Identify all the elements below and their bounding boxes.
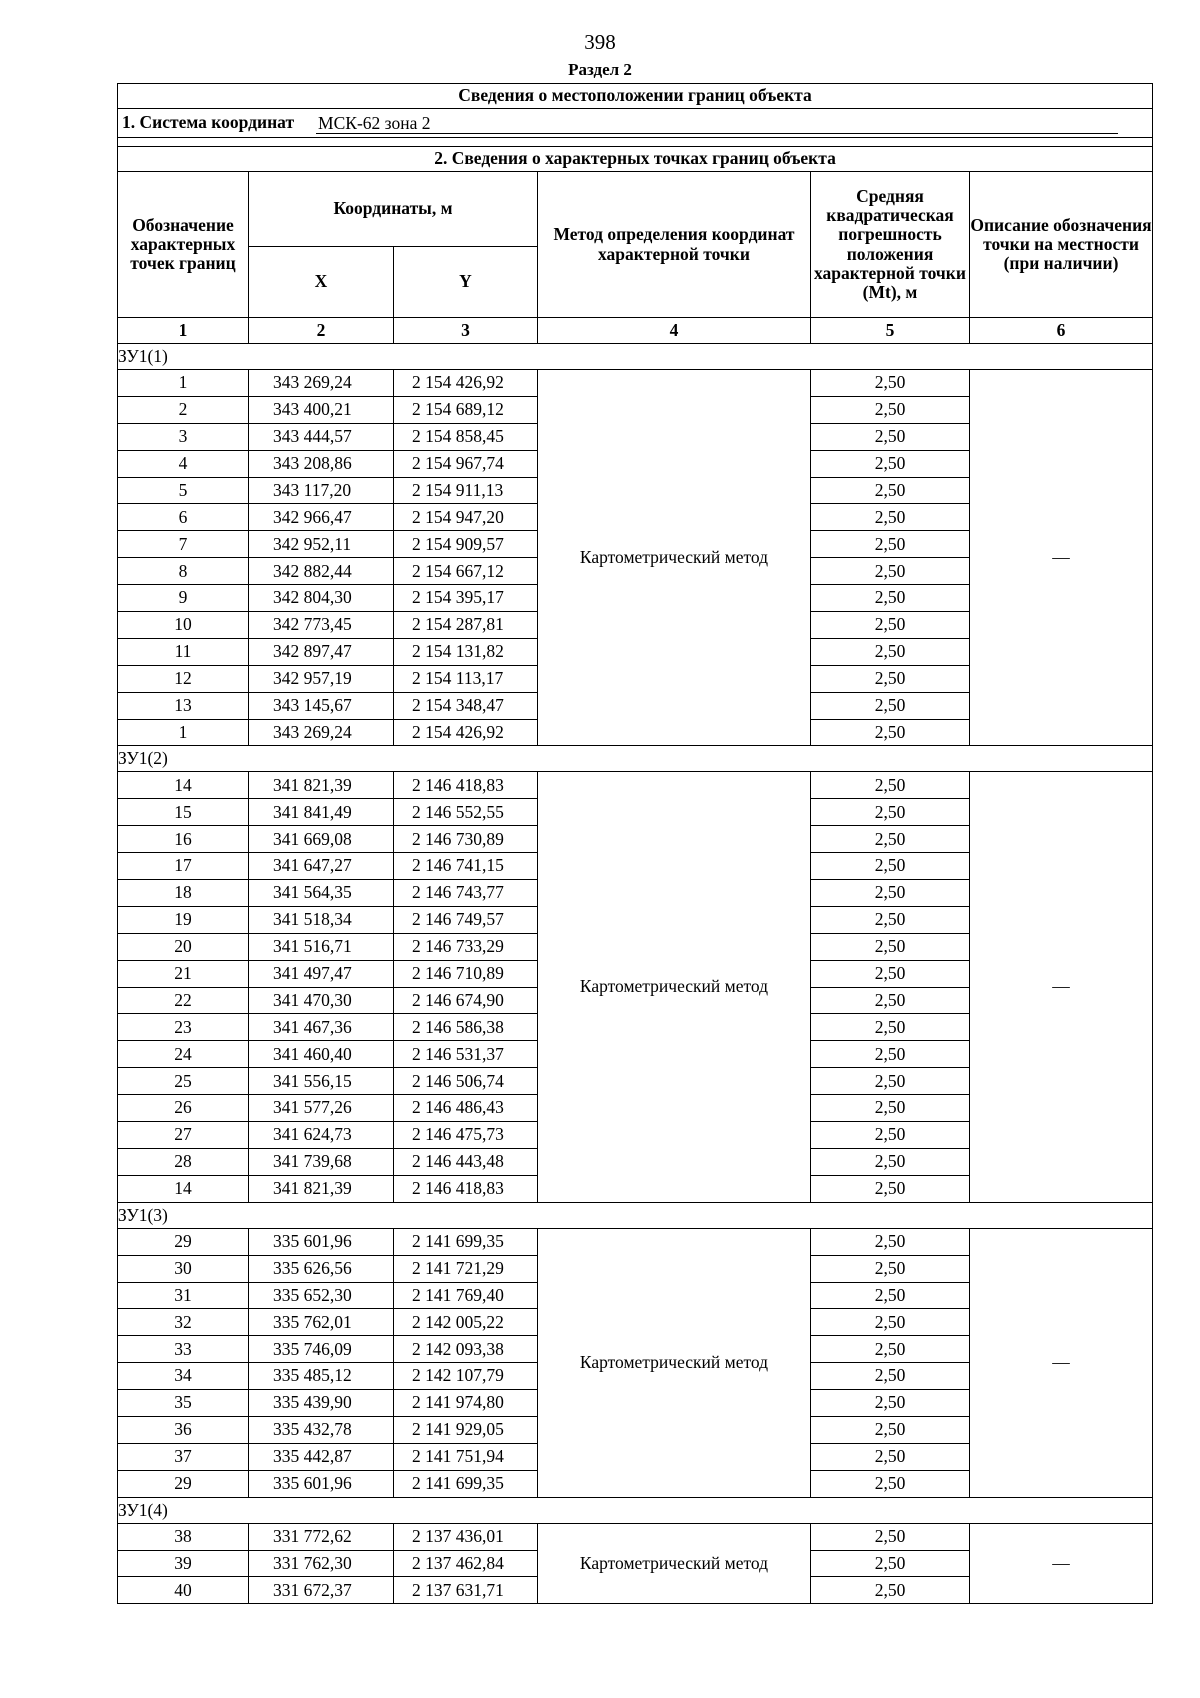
x-coordinate-cell: 335 762,01: [249, 1309, 394, 1336]
y-coordinate-cell: 2 146 418,83: [394, 1175, 538, 1202]
x-coordinate-cell: 341 467,36: [249, 1014, 394, 1041]
x-coordinate-cell: 335 652,30: [249, 1282, 394, 1309]
point-number-cell: 32: [118, 1309, 249, 1336]
point-number-cell: 24: [118, 1041, 249, 1068]
error-cell: 2,50: [811, 1175, 970, 1202]
section-title: Раздел 2: [568, 60, 632, 79]
error-cell: 2,50: [811, 638, 970, 665]
y-coordinate-cell: 2 154 131,82: [394, 638, 538, 665]
point-number-cell: 21: [118, 960, 249, 987]
x-coordinate-cell: 343 117,20: [249, 477, 394, 504]
group-name: ЗУ1(1): [118, 344, 1153, 370]
point-number-cell: 39: [118, 1550, 249, 1577]
error-cell: 2,50: [811, 906, 970, 933]
point-number-cell: 9: [118, 585, 249, 612]
y-coordinate-cell: 2 154 395,17: [394, 585, 538, 612]
error-cell: 2,50: [811, 1255, 970, 1282]
point-number-cell: 38: [118, 1523, 249, 1550]
point-number-cell: 14: [118, 1175, 249, 1202]
error-cell: 2,50: [811, 1363, 970, 1390]
y-coordinate-cell: 2 146 749,57: [394, 906, 538, 933]
header-y: Y: [394, 247, 538, 318]
error-cell: 2,50: [811, 719, 970, 746]
x-coordinate-cell: 341 577,26: [249, 1095, 394, 1122]
y-coordinate-cell: 2 146 418,83: [394, 772, 538, 799]
x-coordinate-cell: 335 601,96: [249, 1470, 394, 1497]
x-coordinate-cell: 341 647,27: [249, 853, 394, 880]
x-coordinate-cell: 342 897,47: [249, 638, 394, 665]
error-cell: 2,50: [811, 1228, 970, 1255]
x-coordinate-cell: 341 821,39: [249, 772, 394, 799]
x-coordinate-cell: 335 442,87: [249, 1443, 394, 1470]
error-cell: 2,50: [811, 1523, 970, 1550]
point-number-cell: 23: [118, 1014, 249, 1041]
points-caption: 2. Сведения о характерных точках границ объекта: [118, 147, 1153, 172]
point-number-cell: 29: [118, 1228, 249, 1255]
y-coordinate-cell: 2 146 733,29: [394, 933, 538, 960]
x-coordinate-cell: 335 439,90: [249, 1390, 394, 1417]
group-name: ЗУ1(2): [118, 746, 1153, 772]
point-number-cell: 36: [118, 1416, 249, 1443]
y-coordinate-cell: 2 146 486,43: [394, 1095, 538, 1122]
method-cell: Картометрический метод: [538, 772, 811, 1202]
error-cell: 2,50: [811, 1416, 970, 1443]
error-cell: 2,50: [811, 450, 970, 477]
error-cell: 2,50: [811, 665, 970, 692]
error-cell: 2,50: [811, 423, 970, 450]
y-coordinate-cell: 2 146 586,38: [394, 1014, 538, 1041]
y-coordinate-cell: 2 146 552,55: [394, 799, 538, 826]
y-coordinate-cell: 2 142 005,22: [394, 1309, 538, 1336]
error-cell: 2,50: [811, 1443, 970, 1470]
x-coordinate-cell: 342 882,44: [249, 558, 394, 585]
coord-system-line: [118, 113, 1152, 134]
error-cell: 2,50: [811, 1470, 970, 1497]
point-number-cell: 27: [118, 1122, 249, 1149]
y-coordinate-cell: 2 154 426,92: [394, 370, 538, 397]
error-cell: 2,50: [811, 933, 970, 960]
table-caption: Сведения о местоположении границ объекта: [118, 84, 1153, 109]
point-number-cell: 8: [118, 558, 249, 585]
point-number-cell: 7: [118, 531, 249, 558]
error-cell: 2,50: [811, 880, 970, 907]
header-x: X: [249, 247, 394, 318]
point-number-cell: 6: [118, 504, 249, 531]
y-coordinate-cell: 2 154 858,45: [394, 423, 538, 450]
x-coordinate-cell: 343 400,21: [249, 396, 394, 423]
coord-system-row: [118, 109, 1153, 138]
point-number-cell: 34: [118, 1363, 249, 1390]
error-cell: 2,50: [811, 1577, 970, 1604]
table-caption-row: [118, 84, 1153, 109]
x-coordinate-cell: 335 485,12: [249, 1363, 394, 1390]
error-cell: 2,50: [811, 558, 970, 585]
y-coordinate-cell: 2 154 667,12: [394, 558, 538, 585]
error-cell: 2,50: [811, 772, 970, 799]
y-coordinate-cell: 2 154 689,12: [394, 396, 538, 423]
error-cell: 2,50: [811, 1148, 970, 1175]
x-coordinate-cell: 342 773,45: [249, 612, 394, 639]
y-coordinate-cell: 2 154 113,17: [394, 665, 538, 692]
y-coordinate-cell: 2 141 974,80: [394, 1390, 538, 1417]
point-number-cell: 14: [118, 772, 249, 799]
x-coordinate-cell: 335 626,56: [249, 1255, 394, 1282]
y-coordinate-cell: 2 137 631,71: [394, 1577, 538, 1604]
error-cell: 2,50: [811, 1068, 970, 1095]
y-coordinate-cell: 2 146 743,77: [394, 880, 538, 907]
point-number-cell: 30: [118, 1255, 249, 1282]
point-number-cell: 16: [118, 826, 249, 853]
x-coordinate-cell: 341 460,40: [249, 1041, 394, 1068]
y-coordinate-cell: 2 142 093,38: [394, 1336, 538, 1363]
x-coordinate-cell: 331 772,62: [249, 1523, 394, 1550]
error-cell: 2,50: [811, 799, 970, 826]
table-row: [118, 1523, 1153, 1550]
y-coordinate-cell: 2 141 769,40: [394, 1282, 538, 1309]
error-cell: 2,50: [811, 853, 970, 880]
point-number-cell: 29: [118, 1470, 249, 1497]
y-coordinate-cell: 2 142 107,79: [394, 1363, 538, 1390]
x-coordinate-cell: 343 145,67: [249, 692, 394, 719]
point-number-cell: 10: [118, 612, 249, 639]
x-coordinate-cell: 342 957,19: [249, 665, 394, 692]
header-coordinates: Координаты, м: [249, 172, 538, 247]
point-number-cell: 12: [118, 665, 249, 692]
header-description: Описание обозначения точки на местности (при наличии): [970, 172, 1153, 318]
x-coordinate-cell: 341 739,68: [249, 1148, 394, 1175]
x-coordinate-cell: 341 841,49: [249, 799, 394, 826]
y-coordinate-cell: 2 154 426,92: [394, 719, 538, 746]
point-number-cell: 19: [118, 906, 249, 933]
y-coordinate-cell: 2 141 699,35: [394, 1470, 538, 1497]
x-coordinate-cell: 341 669,08: [249, 826, 394, 853]
point-number-cell: 33: [118, 1336, 249, 1363]
point-number-cell: 1: [118, 370, 249, 397]
boundary-table: [117, 83, 1153, 1604]
y-coordinate-cell: 2 141 721,29: [394, 1255, 538, 1282]
point-number-cell: 31: [118, 1282, 249, 1309]
x-coordinate-cell: 335 432,78: [249, 1416, 394, 1443]
x-coordinate-cell: 341 624,73: [249, 1122, 394, 1149]
header-designation: Обозначение характерных точек границ: [118, 172, 249, 318]
error-cell: 2,50: [811, 370, 970, 397]
x-coordinate-cell: 341 556,15: [249, 1068, 394, 1095]
column-number: 1: [118, 318, 249, 344]
error-cell: 2,50: [811, 1041, 970, 1068]
page-number: 398: [584, 30, 616, 54]
x-coordinate-cell: 341 821,39: [249, 1175, 394, 1202]
y-coordinate-cell: 2 146 710,89: [394, 960, 538, 987]
point-number-cell: 37: [118, 1443, 249, 1470]
y-coordinate-cell: 2 154 967,74: [394, 450, 538, 477]
x-coordinate-cell: 342 804,30: [249, 585, 394, 612]
point-number-cell: 18: [118, 880, 249, 907]
table-row: [118, 772, 1153, 799]
x-coordinate-cell: 343 269,24: [249, 719, 394, 746]
group-header-row: [118, 1202, 1153, 1228]
y-coordinate-cell: 2 154 911,13: [394, 477, 538, 504]
x-coordinate-cell: 331 672,37: [249, 1577, 394, 1604]
point-number-cell: 11: [118, 638, 249, 665]
point-number-cell: 40: [118, 1577, 249, 1604]
description-cell: —: [970, 1228, 1153, 1497]
point-number-cell: 13: [118, 692, 249, 719]
error-cell: 2,50: [811, 612, 970, 639]
error-cell: 2,50: [811, 1336, 970, 1363]
point-number-cell: 17: [118, 853, 249, 880]
y-coordinate-cell: 2 154 348,47: [394, 692, 538, 719]
error-cell: 2,50: [811, 987, 970, 1014]
y-coordinate-cell: 2 137 436,01: [394, 1523, 538, 1550]
points-caption-row: [118, 147, 1153, 172]
y-coordinate-cell: 2 141 699,35: [394, 1228, 538, 1255]
x-coordinate-cell: 343 444,57: [249, 423, 394, 450]
x-coordinate-cell: 341 564,35: [249, 880, 394, 907]
description-cell: —: [970, 1523, 1153, 1604]
column-number: 3: [394, 318, 538, 344]
x-coordinate-cell: 341 497,47: [249, 960, 394, 987]
y-coordinate-cell: 2 146 730,89: [394, 826, 538, 853]
point-number-cell: 15: [118, 799, 249, 826]
coord-system-value: МСК-62 зона 2: [316, 113, 1118, 134]
x-coordinate-cell: 343 269,24: [249, 370, 394, 397]
error-cell: 2,50: [811, 1309, 970, 1336]
error-cell: 2,50: [811, 960, 970, 987]
error-cell: 2,50: [811, 531, 970, 558]
y-coordinate-cell: 2 146 531,37: [394, 1041, 538, 1068]
column-number: 2: [249, 318, 394, 344]
method-cell: Картометрический метод: [538, 370, 811, 746]
column-numbers-row: [118, 318, 1153, 344]
x-coordinate-cell: 343 208,86: [249, 450, 394, 477]
column-number: 6: [970, 318, 1153, 344]
error-cell: 2,50: [811, 692, 970, 719]
y-coordinate-cell: 2 146 674,90: [394, 987, 538, 1014]
y-coordinate-cell: 2 146 741,15: [394, 853, 538, 880]
y-coordinate-cell: 2 154 909,57: [394, 531, 538, 558]
x-coordinate-cell: 341 516,71: [249, 933, 394, 960]
error-cell: 2,50: [811, 1550, 970, 1577]
point-number-cell: 5: [118, 477, 249, 504]
table-row: [118, 370, 1153, 397]
x-coordinate-cell: 341 470,30: [249, 987, 394, 1014]
y-coordinate-cell: 2 146 506,74: [394, 1068, 538, 1095]
x-coordinate-cell: 342 952,11: [249, 531, 394, 558]
point-number-cell: 25: [118, 1068, 249, 1095]
point-number-cell: 35: [118, 1390, 249, 1417]
y-coordinate-cell: 2 141 751,94: [394, 1443, 538, 1470]
error-cell: 2,50: [811, 1014, 970, 1041]
group-name: ЗУ1(4): [118, 1497, 1153, 1523]
y-coordinate-cell: 2 141 929,05: [394, 1416, 538, 1443]
x-coordinate-cell: 342 966,47: [249, 504, 394, 531]
method-cell: Картометрический метод: [538, 1523, 811, 1604]
y-coordinate-cell: 2 154 287,81: [394, 612, 538, 639]
y-coordinate-cell: 2 146 443,48: [394, 1148, 538, 1175]
x-coordinate-cell: 335 601,96: [249, 1228, 394, 1255]
point-number-cell: 26: [118, 1095, 249, 1122]
coord-system-label: 1. Система координат: [122, 112, 295, 133]
group-name: ЗУ1(3): [118, 1202, 1153, 1228]
group-header-row: [118, 344, 1153, 370]
header-row-top: [118, 172, 1153, 247]
header-error: Средняя квадратическая погрешность положения характерной точки (Mt), м: [811, 172, 970, 318]
x-coordinate-cell: 331 762,30: [249, 1550, 394, 1577]
point-number-cell: 28: [118, 1148, 249, 1175]
column-number: 5: [811, 318, 970, 344]
group-header-row: [118, 1497, 1153, 1523]
point-number-cell: 22: [118, 987, 249, 1014]
error-cell: 2,50: [811, 1095, 970, 1122]
error-cell: 2,50: [811, 1390, 970, 1417]
point-number-cell: 20: [118, 933, 249, 960]
point-number-cell: 2: [118, 396, 249, 423]
point-number-cell: 4: [118, 450, 249, 477]
y-coordinate-cell: 2 137 462,84: [394, 1550, 538, 1577]
x-coordinate-cell: 335 746,09: [249, 1336, 394, 1363]
column-number: 4: [538, 318, 811, 344]
error-cell: 2,50: [811, 504, 970, 531]
description-cell: —: [970, 772, 1153, 1202]
error-cell: 2,50: [811, 1282, 970, 1309]
spacer-row: [118, 138, 1153, 147]
error-cell: 2,50: [811, 477, 970, 504]
error-cell: 2,50: [811, 1122, 970, 1149]
table-row: [118, 1228, 1153, 1255]
header-method: Метод определения координат характерной точки: [538, 172, 811, 318]
group-header-row: [118, 746, 1153, 772]
x-coordinate-cell: 341 518,34: [249, 906, 394, 933]
point-number-cell: 3: [118, 423, 249, 450]
error-cell: 2,50: [811, 585, 970, 612]
y-coordinate-cell: 2 146 475,73: [394, 1122, 538, 1149]
point-number-cell: 1: [118, 719, 249, 746]
y-coordinate-cell: 2 154 947,20: [394, 504, 538, 531]
error-cell: 2,50: [811, 826, 970, 853]
error-cell: 2,50: [811, 396, 970, 423]
description-cell: —: [970, 370, 1153, 746]
method-cell: Картометрический метод: [538, 1228, 811, 1497]
